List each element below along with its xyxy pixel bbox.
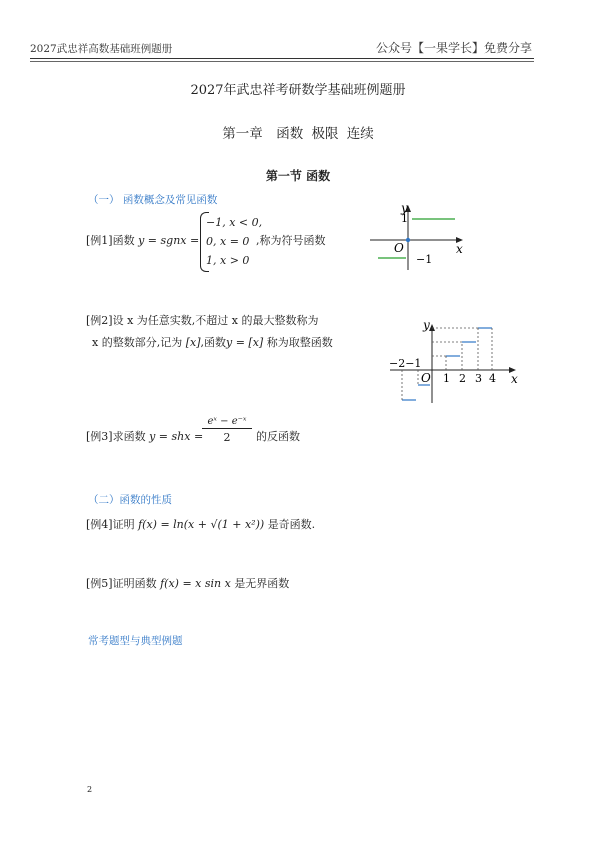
fraction-denominator: 2 bbox=[223, 431, 231, 444]
graph2-x-label: x bbox=[511, 372, 518, 386]
fraction-numerator: eˣ − e⁻ˣ bbox=[202, 416, 252, 429]
header-rule-thin bbox=[30, 61, 534, 62]
example-1-cases bbox=[206, 213, 262, 270]
example-2-tag: [例2] bbox=[86, 314, 113, 327]
book-title: 2027年武忠祥考研数学基础班例题册 bbox=[190, 83, 406, 98]
example-3-tail: 的反函数 bbox=[256, 430, 300, 443]
example-1-lhs: y = sgnx = bbox=[138, 234, 200, 247]
example-5-expr: f(x) = x sin x bbox=[160, 577, 231, 590]
header-right: 公众号【一果学长】免费分享 bbox=[375, 41, 532, 55]
example-3-lead: 求函数 bbox=[112, 430, 146, 443]
graph2-y-label: y bbox=[423, 318, 430, 332]
example-1-lead: 函数 bbox=[112, 234, 135, 247]
case-2: 0, x = 0 bbox=[206, 235, 250, 248]
subsection-1: （一） 函数概念及常见函数 bbox=[88, 194, 218, 206]
example-2-line2 bbox=[92, 334, 333, 350]
graph1-y-label: y bbox=[401, 201, 408, 215]
sign-function-graph bbox=[365, 200, 475, 275]
example-4 bbox=[86, 516, 315, 532]
page-number: 2 bbox=[87, 785, 93, 794]
graph2-origin-label: O bbox=[421, 371, 431, 385]
graph1-origin-label: O bbox=[394, 241, 404, 255]
graph2-tick-3: 3 bbox=[475, 372, 482, 385]
case-1: −1, x < 0, bbox=[206, 216, 263, 229]
example-2-bracket: [x] bbox=[185, 336, 201, 349]
example-1-tail: ,称为符号函数 bbox=[256, 234, 326, 247]
example-2-text2c: 称为取整函数 bbox=[266, 336, 333, 349]
example-2-text1: 设 x 为任意实数,不超过 x 的最大整数称为 bbox=[112, 314, 319, 327]
example-4-lead: 证明 bbox=[112, 518, 135, 531]
example-3-fraction bbox=[202, 416, 252, 444]
graph2-neg-ticks: −2−1 bbox=[389, 357, 422, 370]
example-4-expr: f(x) = ln(x + √(1 + x²)) bbox=[138, 518, 265, 531]
origin-point bbox=[406, 238, 410, 242]
example-4-tag: [例4] bbox=[86, 518, 113, 531]
section-title: 第一节 函数 bbox=[265, 169, 331, 183]
subsection-3: 常考题型与典型例题 bbox=[88, 635, 183, 647]
chapter-title: 第一章 函数 极限 连续 bbox=[222, 126, 374, 142]
floor-function-graph bbox=[385, 315, 523, 407]
graph1-x-label: x bbox=[456, 242, 463, 256]
graph2-tick-4: 4 bbox=[489, 372, 496, 385]
header-left: 2027武忠祥高数基础班例题册 bbox=[30, 43, 173, 55]
example-5-tag: [例5] bbox=[86, 577, 113, 590]
header-rule bbox=[30, 58, 534, 59]
graph1-tick-minus-one: −1 bbox=[416, 253, 433, 266]
example-4-tail: 是奇函数. bbox=[267, 518, 316, 531]
case-3: 1, x > 0 bbox=[206, 254, 250, 267]
example-2-text2b: ,函数 bbox=[200, 336, 226, 349]
example-1 bbox=[86, 232, 199, 248]
graph2-tick-2: 2 bbox=[459, 372, 466, 385]
example-2-text2a: x 的整数部分,记为 bbox=[92, 336, 183, 349]
example-2-func: y = [x] bbox=[226, 336, 264, 349]
example-1-tag: [例1] bbox=[86, 234, 113, 247]
subsection-2: （二）函数的性质 bbox=[88, 494, 172, 506]
example-3-tag: [例3] bbox=[86, 430, 113, 443]
example-5-tail: 是无界函数 bbox=[234, 577, 290, 590]
example-3 bbox=[86, 428, 203, 444]
example-2-line1 bbox=[86, 312, 318, 328]
example-3-lhs: y = shx = bbox=[149, 430, 204, 443]
example-5 bbox=[86, 575, 289, 591]
example-5-lead: 证明函数 bbox=[112, 577, 157, 590]
y-axis-arrow bbox=[429, 324, 435, 331]
graph2-tick-1: 1 bbox=[443, 372, 450, 385]
graph1-tick-one: 1 bbox=[401, 212, 408, 225]
